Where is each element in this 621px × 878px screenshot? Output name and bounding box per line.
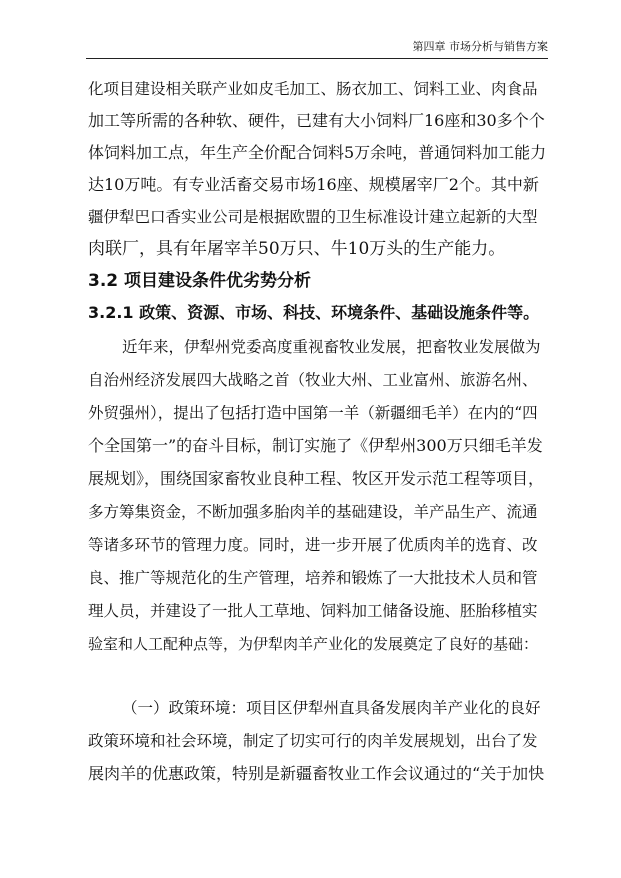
section-number: 3.2 bbox=[88, 271, 119, 291]
text-line: 化项目建设相关联产业如皮毛加工、肠衣加工、饲料工业、肉食品 bbox=[88, 80, 538, 98]
text-line: 疆伊犁巴口香实业公司是根据欧盟的卫生标准设计建立起新的大型 bbox=[88, 208, 538, 226]
chapter-title: 第四章 市场分析与销售方案 bbox=[412, 40, 548, 53]
text-line: 体饲料加工点，年生产全价配合饲料5万余吨，普通饲料加工能力 bbox=[88, 143, 547, 162]
subsection-heading bbox=[88, 302, 539, 324]
text-line: 加工等所需的各种软、硬件，已建有大小饲料厂16座和30多个个 bbox=[88, 111, 545, 130]
section-heading bbox=[88, 270, 311, 292]
text-line: 近年来，伊犁州党委高度重视畜牧业发展，把畜牧业发展做为 bbox=[122, 338, 541, 356]
page-header bbox=[86, 38, 548, 59]
text-line: 理人员，并建设了一批人工草地、饲料加工储备设施、胚胎移植实 bbox=[88, 602, 538, 620]
text-line: 验室和人工配种点等，为伊犁肉羊产业化的发展奠定了良好的基础： bbox=[88, 635, 539, 653]
text-line: 良、推广等规范化的生产管理，培养和锻炼了一大批技术人员和管 bbox=[88, 569, 538, 587]
text-line: 政策环境和社会环境，制定了切实可行的肉羊发展规划，出台了发 bbox=[88, 732, 538, 750]
text-line: 达10万吨。有专业活畜交易市场16座、规模屠宰厂2个。其中新 bbox=[88, 175, 539, 194]
text-line: （一）政策环境：项目区伊犁州直具备发展肉羊产业化的良好 bbox=[122, 699, 541, 717]
section-title: 项目建设条件优劣势分析 bbox=[124, 271, 312, 291]
subsection-number: 3.2.1 bbox=[88, 303, 134, 322]
subsection-title: 政策、资源、市场、科技、环境条件、基础设施条件等。 bbox=[139, 303, 540, 322]
text-line: 肉联厂，具有年屠宰羊50万只、牛10万头的生产能力。 bbox=[88, 239, 506, 259]
text-line: 等诸多环节的管理力度。同时，进一步开展了优质肉羊的选育、改 bbox=[88, 536, 538, 554]
text-line: 自治州经济发展四大战略之首（牧业大州、工业富州、旅游名州、 bbox=[88, 371, 538, 389]
text-line: 展肉羊的优惠政策，特别是新疆畜牧业工作会议通过的“关于加快 bbox=[88, 764, 545, 783]
text-line: 展规划》，围绕国家畜牧业良种工程、牧区开发示范工程等项目， bbox=[88, 469, 545, 488]
text-line: 多方筹集资金，不断加强多胎肉羊的基础建设，羊产品生产、流通 bbox=[88, 503, 538, 521]
text-line: 个全国第一”的奋斗目标，制订实施了《伊犁州300万只细毛羊发 bbox=[88, 436, 543, 455]
text-line: 外贸强州），提出了包括打造中国第一羊（新疆细毛羊）在内的“四 bbox=[88, 404, 538, 422]
